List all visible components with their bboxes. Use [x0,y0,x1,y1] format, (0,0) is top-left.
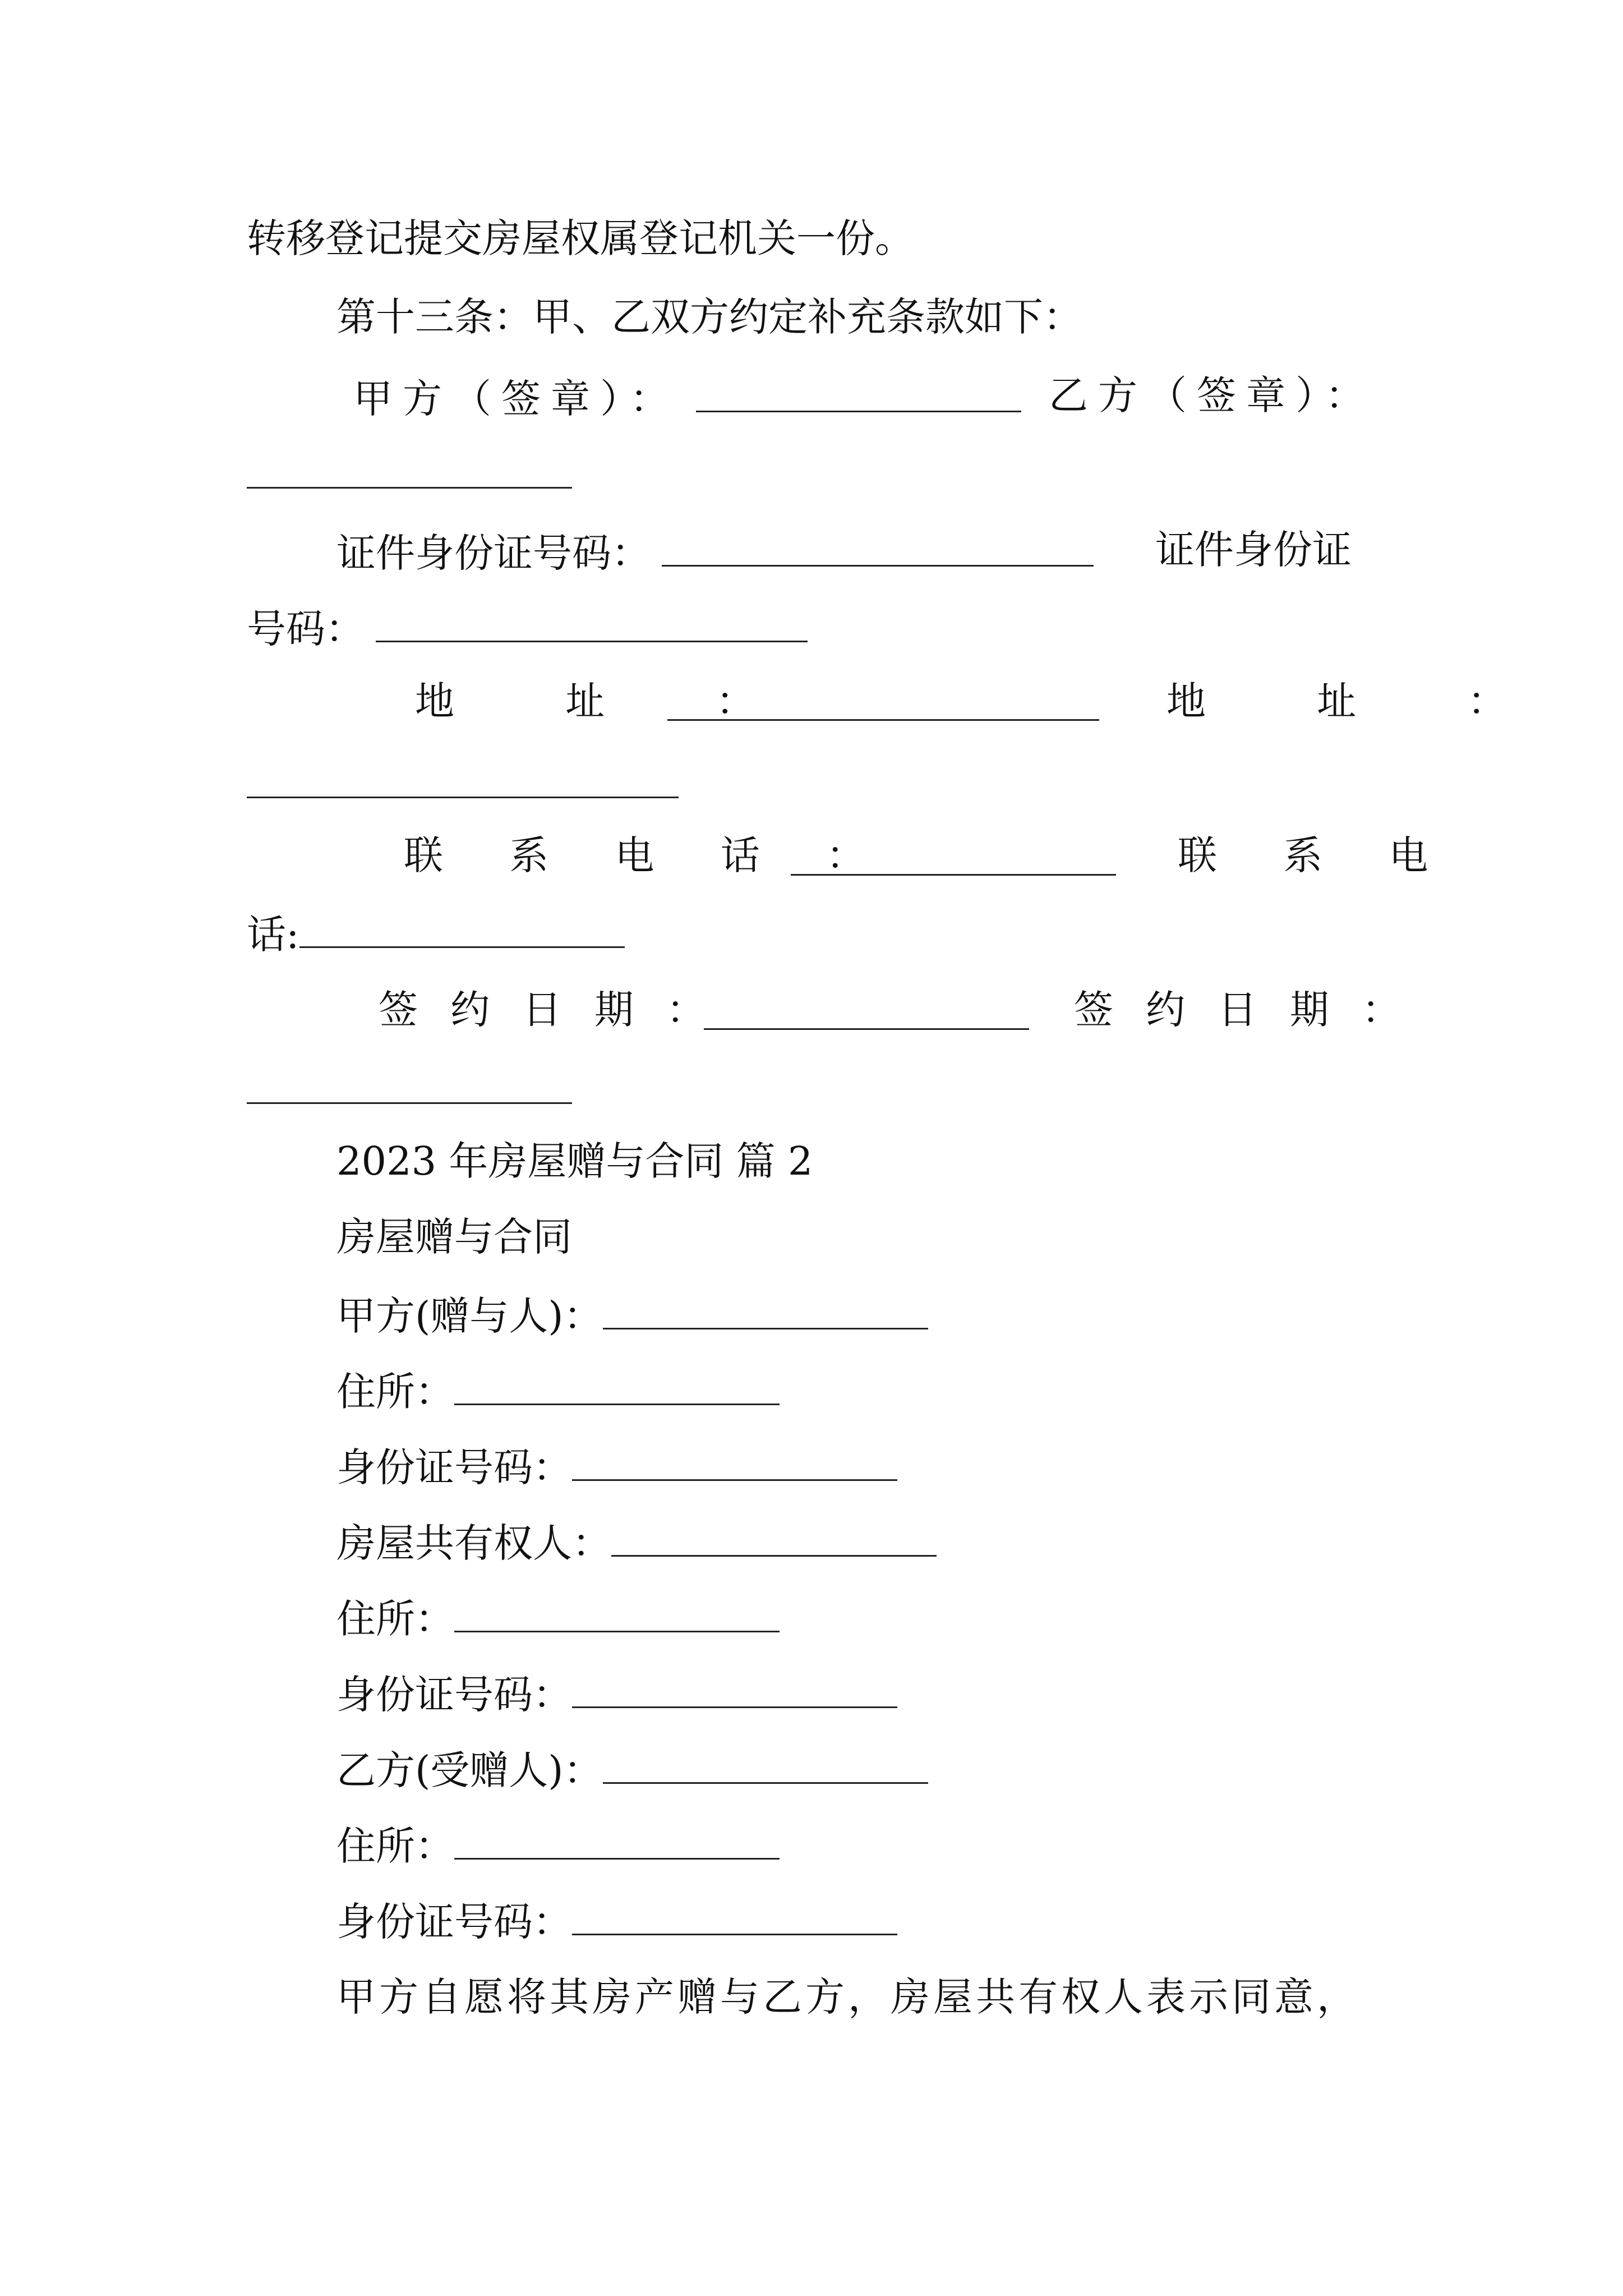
id-number-1: 身份证号码： [336,1439,897,1493]
residence-2-blank[interactable] [454,1590,780,1632]
party-b-donee: 乙方(受赠人)： [336,1742,928,1796]
party-b-signature-blank[interactable] [247,487,572,489]
contract-title: 房屋赠与合同 [336,1214,572,1260]
party-b-id-blank[interactable] [376,600,808,642]
party-b-phone-blank[interactable] [299,906,625,948]
party-b-id-label-1: 证件身份证 [1155,527,1352,573]
party-b-id-label-2: 号码： [247,600,808,654]
party-a-donor-blank[interactable] [603,1287,928,1329]
id-number-2-blank[interactable] [572,1666,897,1708]
party-a-date-blank[interactable] [704,988,1029,1030]
text-line: 转移登记提交房屋权属登记机关一份。 [247,215,914,261]
party-b-donee-blank[interactable] [603,1742,928,1784]
id-number-1-blank[interactable] [572,1439,897,1481]
residence-2: 住所： [336,1590,780,1644]
id-number-3-blank[interactable] [572,1893,897,1935]
article-13: 第十三条：甲、乙双方约定补充条款如下： [336,294,1082,340]
party-a-signature-label: 甲方（签章）： [353,370,1021,424]
party-b-phone-label-1: 联 系 电 [1178,832,1455,878]
party-a-address-blank[interactable] [667,679,1099,721]
section-heading: 2023 年房屋赠与合同 篇 2 [336,1138,813,1184]
residence-1: 住所： [336,1363,780,1417]
co-owner: 房屋共有权人： [336,1515,937,1568]
party-a-signature-blank[interactable] [696,370,1021,412]
gift-clause: 甲方自愿将其房产赠与乙方，房屋共有权人表示同意， [336,1974,1359,2020]
party-b-address-blank[interactable] [247,797,679,798]
party-a-address-label: 地 址 ： [415,678,805,724]
party-b-date-label: 签 约 日 期 ： [1074,987,1412,1033]
party-b-signature-label: 乙方（签章）： [1049,372,1375,418]
party-a-date-label: 签 约 日 期 ： [379,987,716,1033]
party-a-donor: 甲方(赠与人)： [336,1287,928,1341]
residence-1-blank[interactable] [454,1363,780,1405]
co-owner-blank[interactable] [611,1515,937,1557]
party-a-id-blank[interactable] [662,524,1094,567]
party-a-id-label: 证件身份证号码： [336,524,1094,578]
party-a-phone-label: 联 系 电 话 ： [404,832,893,878]
residence-3: 住所： [336,1818,780,1871]
party-a-phone-blank[interactable] [791,834,1116,876]
residence-3-blank[interactable] [454,1818,780,1860]
id-number-3: 身份证号码： [336,1893,897,1947]
id-number-2: 身份证号码： [336,1666,897,1720]
party-b-address-label: 地 址 ： [1166,678,1556,724]
party-b-date-blank[interactable] [247,1102,572,1104]
party-b-phone-label-2: 话: [247,906,625,960]
